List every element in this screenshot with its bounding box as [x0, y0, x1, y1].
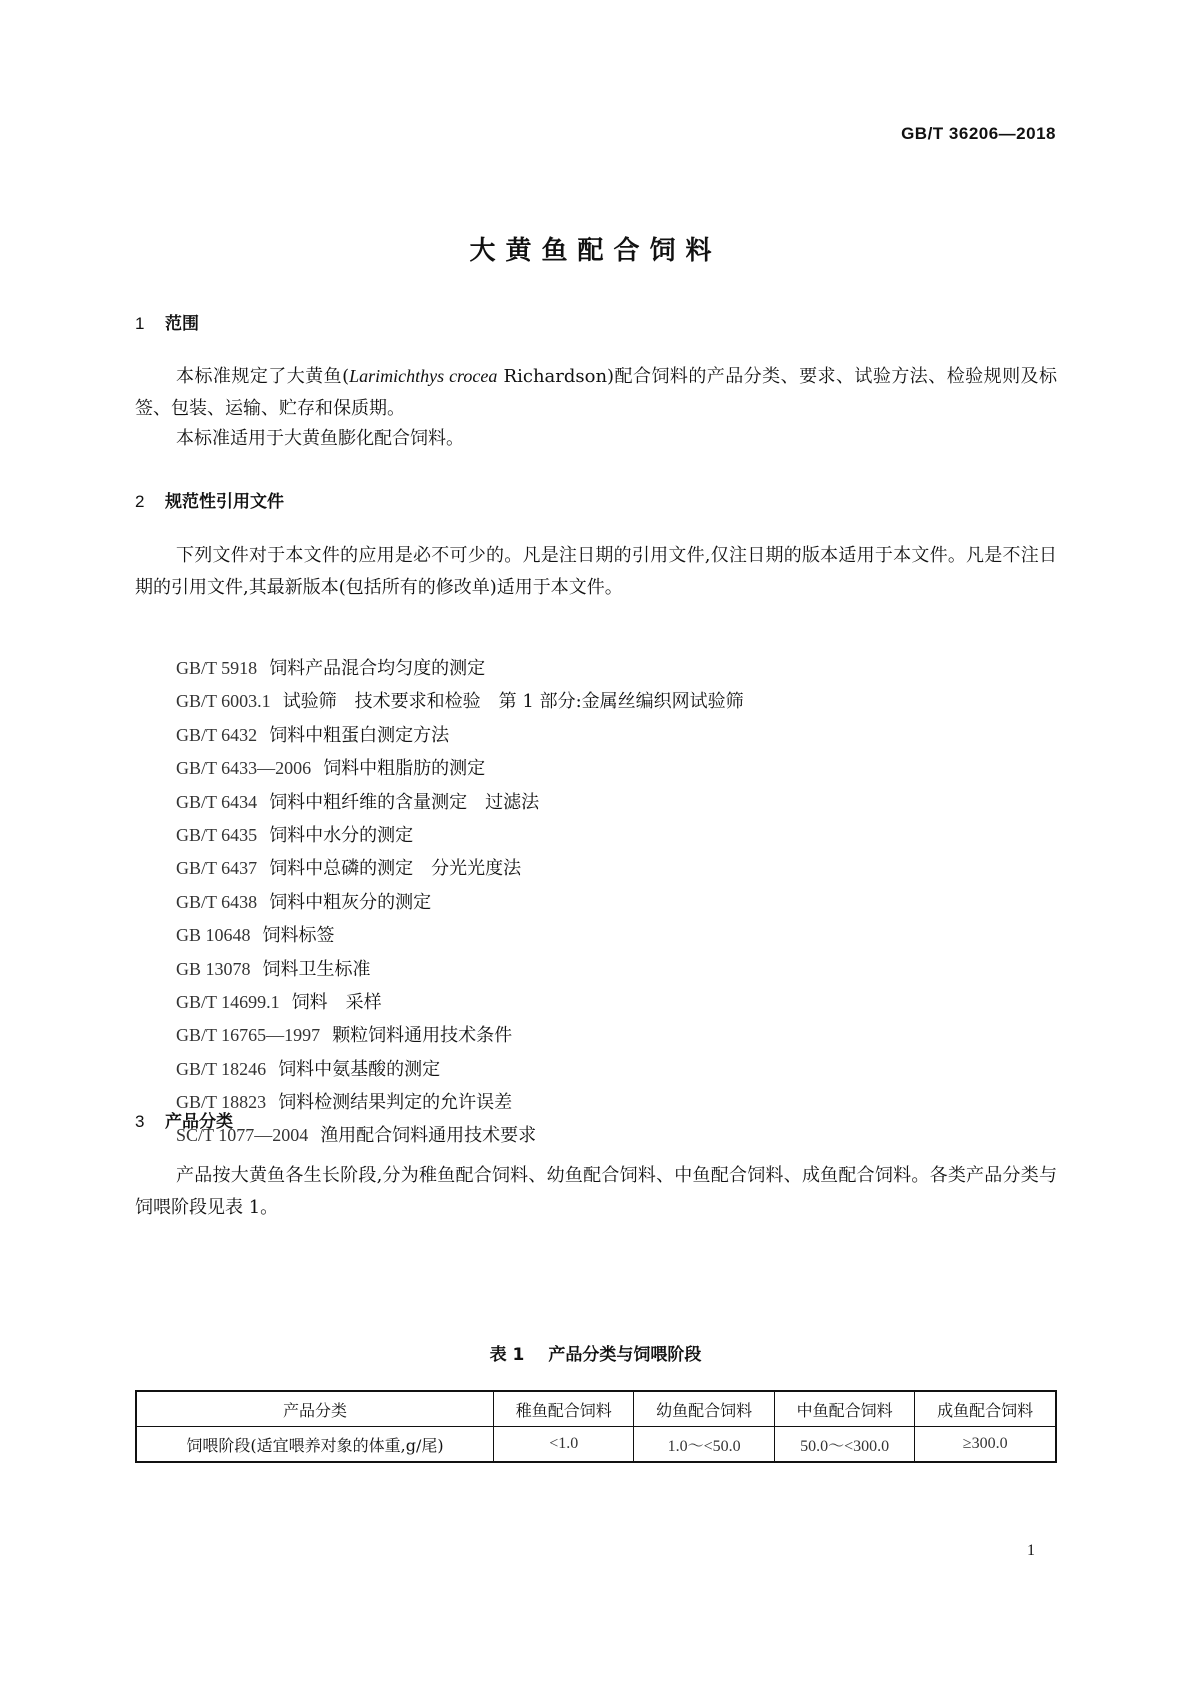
reference-item	[176, 1119, 744, 1152]
reference-item	[176, 685, 744, 718]
reference-title: 饲料卫生标准	[262, 958, 371, 980]
scope-text-part: Richardson)配合饲料的产品分类、要求、试验方法、检验规则及标签、包装、运输、贮存和保质期。	[135, 366, 1057, 419]
reference-code: GB/T 6003.1	[176, 691, 271, 712]
table-cell: 饲喂阶段(适宜喂养对象的体重,g/尾)	[136, 1427, 494, 1463]
reference-item	[176, 819, 744, 852]
reference-title: 饲料中粗脂肪的测定	[323, 758, 486, 780]
reference-code: GB/T 16765—1997	[176, 1025, 321, 1046]
page-number: 1	[1027, 1542, 1035, 1559]
table-cell: 50.0～<300.0	[774, 1427, 914, 1463]
reference-item	[176, 1019, 744, 1052]
reference-title: 饲料中总磷的测定 分光光度法	[269, 858, 522, 880]
reference-code: GB/T 6433—2006	[176, 758, 312, 779]
reference-title: 饲料中粗灰分的测定	[269, 891, 432, 913]
table-cell: 1.0～<50.0	[634, 1427, 774, 1463]
section-heading-scope	[135, 309, 199, 334]
scope-paragraph-1	[135, 360, 1057, 425]
reference-title: 饲料中水分的测定	[269, 824, 414, 846]
table-row	[136, 1427, 1056, 1463]
standard-code: GB/T 36206—2018	[901, 124, 1056, 143]
reference-code: GB 10648	[176, 925, 251, 946]
reference-code: GB/T 6438	[176, 891, 258, 912]
reference-item	[176, 652, 744, 685]
reference-item	[176, 852, 744, 885]
section-number: 2	[135, 492, 145, 511]
reference-code: GB/T 6435	[176, 824, 258, 845]
reference-code: SC/T 1077—2004	[176, 1125, 309, 1146]
reference-code: GB/T 5918	[176, 658, 258, 678]
reference-title: 饲料中粗蛋白测定方法	[269, 724, 450, 746]
section-number: 3	[135, 1112, 145, 1131]
section-title: 规范性引用文件	[165, 492, 284, 512]
table-cell: <1.0	[494, 1427, 634, 1463]
document-title: 大黄鱼配合饲料	[469, 236, 722, 266]
reference-item	[176, 886, 744, 919]
reference-title: 颗粒饲料通用技术条件	[332, 1025, 513, 1047]
reference-item	[176, 752, 744, 785]
section-heading-normative-references	[135, 487, 284, 512]
reference-item	[176, 1053, 744, 1086]
classification-table	[135, 1390, 1057, 1463]
reference-code: GB 13078	[176, 958, 251, 979]
references-intro: 下列文件对于本文件的应用是必不可少的。凡是注日期的引用文件,仅注日期的版本适用于本文件。凡是不注日期的引用文件,其最新版本(包括所有的修改单)适用于本文件。	[135, 545, 1057, 598]
reference-title: 饲料检测结果判定的允许误差	[278, 1092, 513, 1114]
reference-code: GB/T 6437	[176, 858, 258, 879]
table-header-cell: 幼鱼配合饲料	[634, 1391, 774, 1427]
reference-title: 渔用配合饲料通用技术要求	[320, 1125, 537, 1147]
classification-paragraph: 产品按大黄鱼各生长阶段,分为稚鱼配合饲料、幼鱼配合饲料、中鱼配合饲料、成鱼配合饲料。各类产品分类与饲喂阶段见表 1。	[135, 1165, 1057, 1218]
reference-item	[176, 986, 744, 1019]
section-title: 产品分类	[165, 1112, 233, 1132]
table-header-cell: 成鱼配合饲料	[915, 1391, 1056, 1427]
reference-code: GB/T 6434	[176, 791, 258, 812]
reference-item	[176, 1086, 744, 1119]
reference-title: 饲料中粗纤维的含量测定 过滤法	[269, 791, 540, 813]
reference-item	[176, 786, 744, 819]
reference-item	[176, 953, 744, 986]
reference-title: 饲料中氨基酸的测定	[278, 1058, 441, 1080]
reference-item	[176, 919, 744, 952]
table-title: 产品分类与饲喂阶段	[548, 1345, 702, 1365]
table-header-cell: 稚鱼配合饲料	[494, 1391, 634, 1427]
section-heading-product-classification	[135, 1107, 233, 1132]
reference-title: 饲料 采样	[291, 991, 382, 1013]
table-caption	[0, 1340, 1191, 1365]
reference-item	[176, 719, 744, 752]
reference-title: 饲料标签	[262, 925, 335, 947]
reference-code: GB/T 14699.1	[176, 991, 280, 1012]
scope-paragraph-2: 本标准适用于大黄鱼膨化配合饲料。	[176, 428, 464, 449]
scope-text-part: 本标准规定了大黄鱼(	[176, 366, 350, 387]
reference-title: 饲料产品混合均匀度的测定	[269, 658, 486, 679]
table-header-cell: 中鱼配合饲料	[774, 1391, 914, 1427]
section-number: 1	[135, 314, 145, 333]
reference-code: GB/T 18246	[176, 1058, 267, 1079]
table-label: 表 1	[489, 1345, 525, 1365]
reference-title: 试验筛 技术要求和检验 第 1 部分:金属丝编织网试验筛	[282, 691, 744, 713]
reference-code: GB/T 6432	[176, 724, 258, 745]
table-header-row	[136, 1391, 1056, 1427]
table-header-cell: 产品分类	[136, 1391, 494, 1427]
reference-code: GB/T 18823	[176, 1092, 267, 1113]
table-cell: ≥300.0	[915, 1427, 1056, 1463]
reference-list	[176, 652, 744, 1153]
section-title: 范围	[165, 314, 199, 334]
species-latin-name: Larimichthys crocea	[349, 366, 498, 386]
